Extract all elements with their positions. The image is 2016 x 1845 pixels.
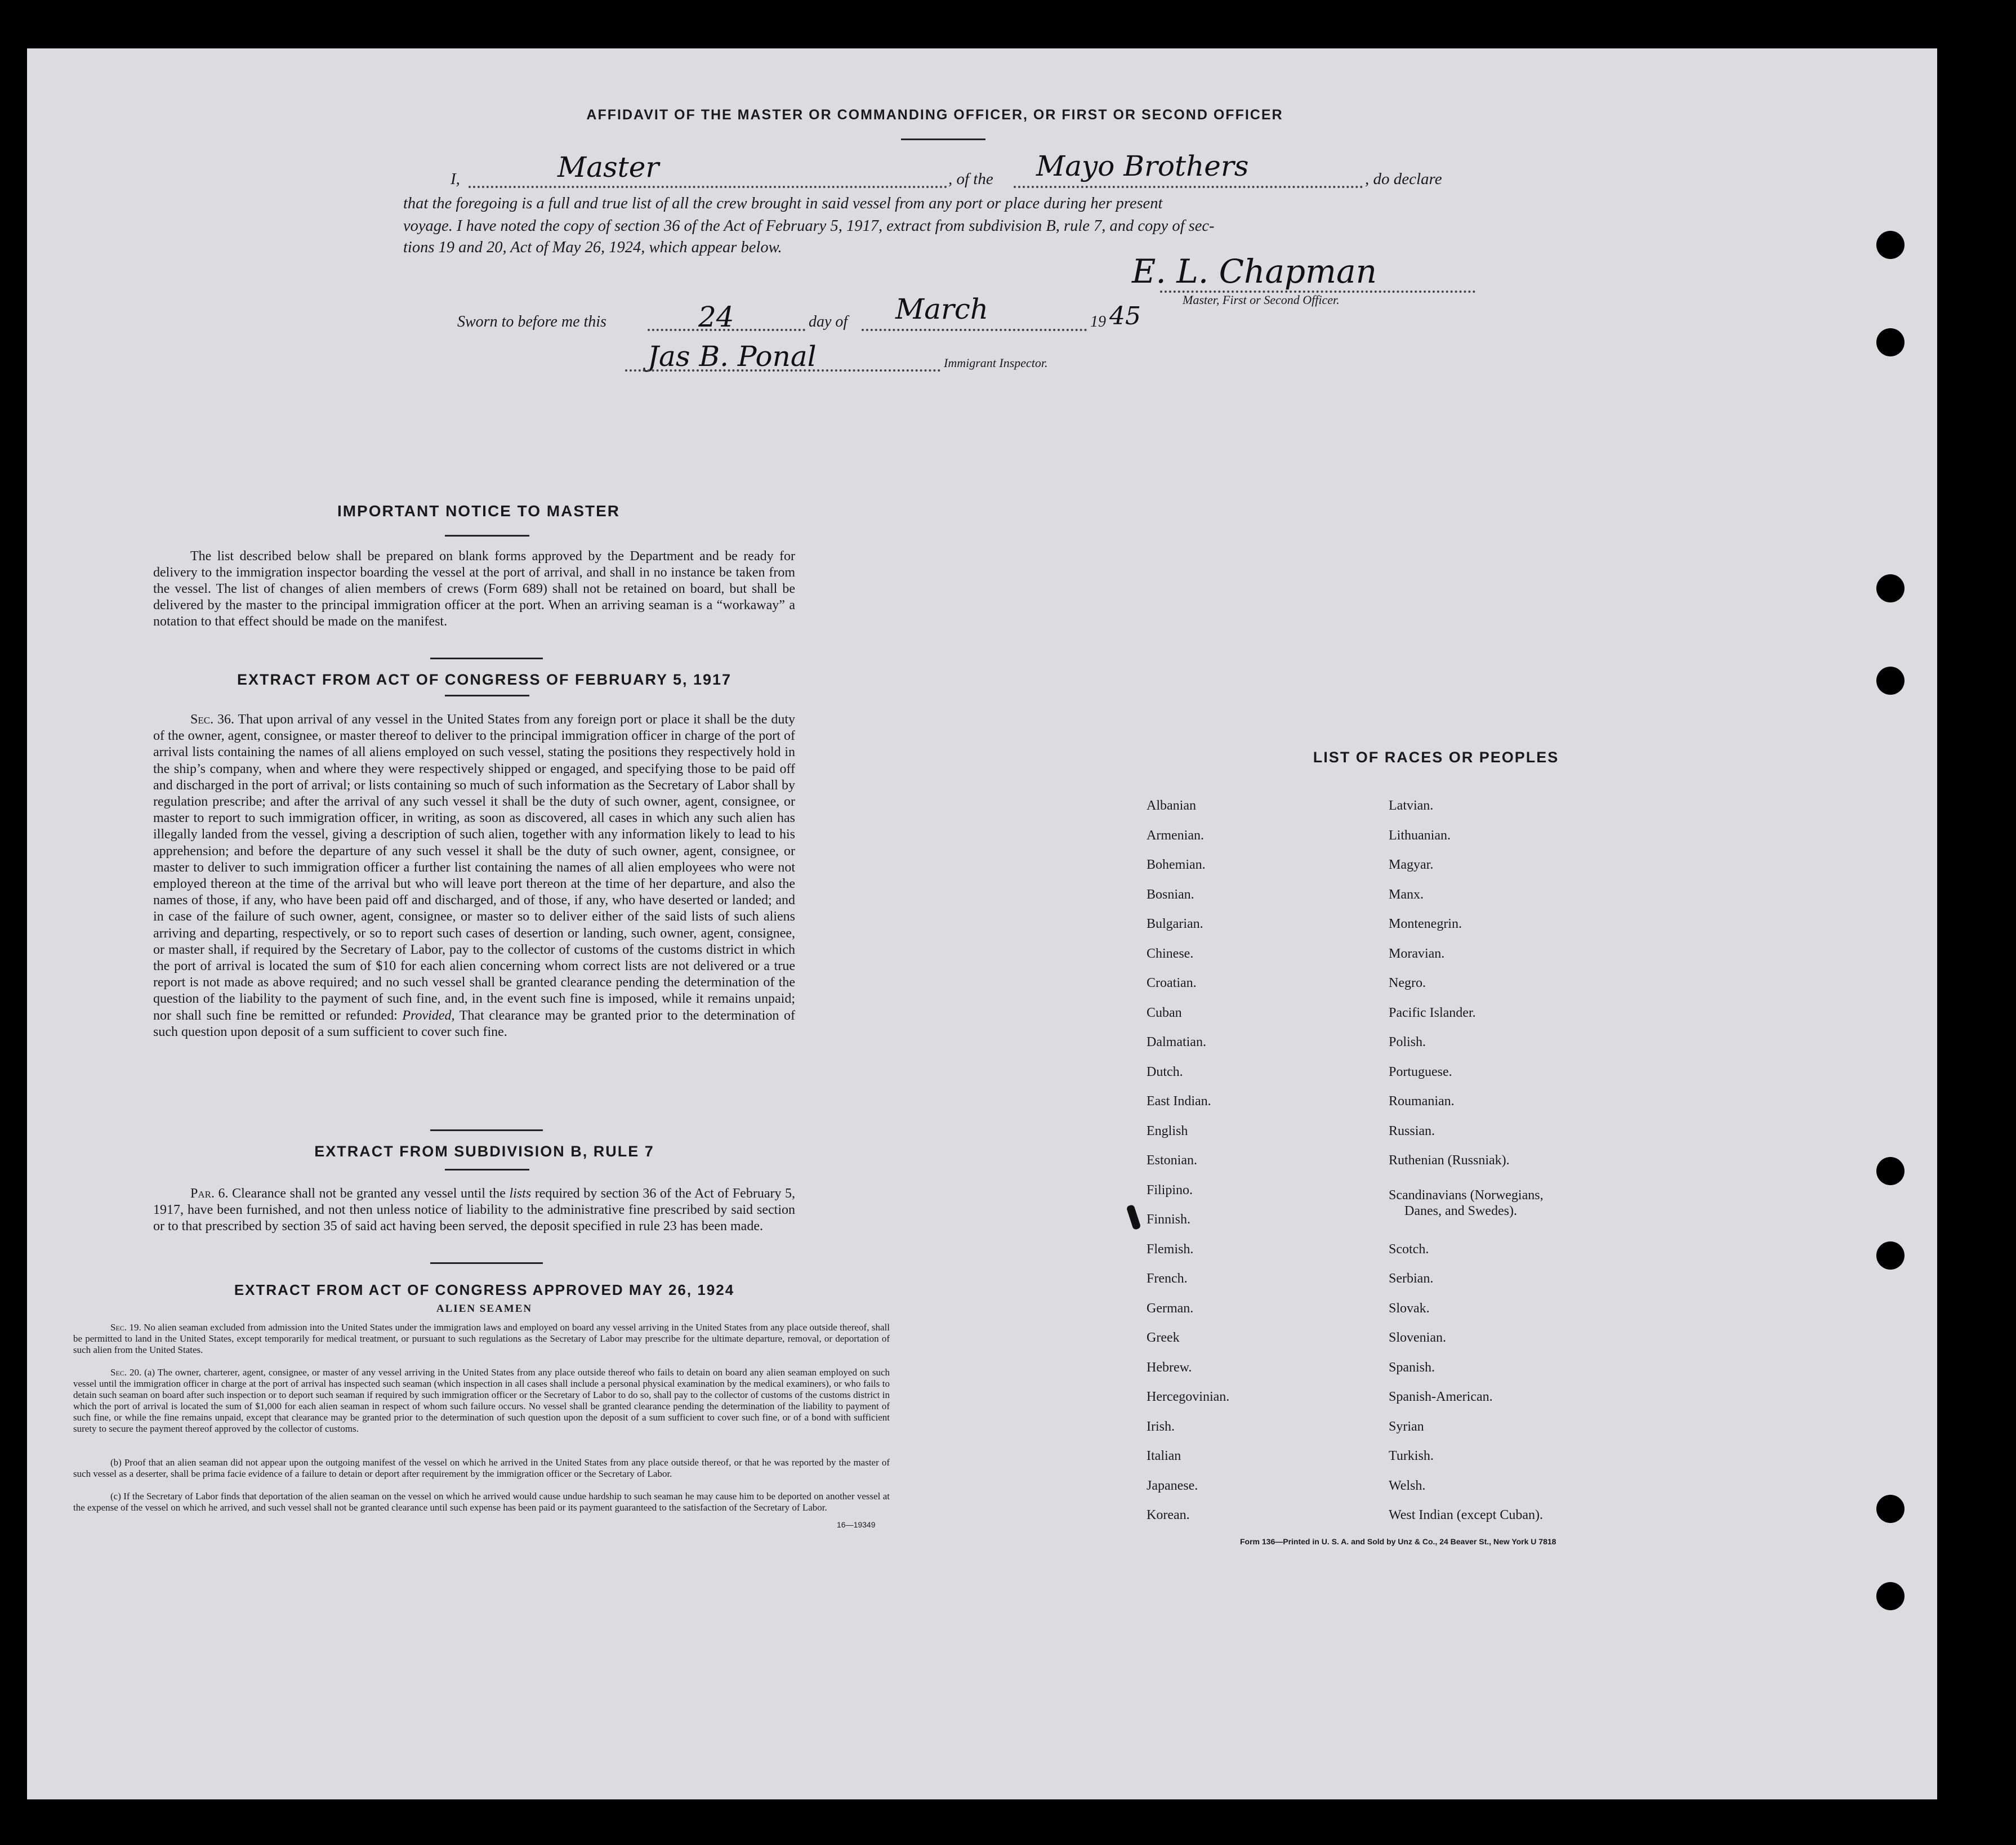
year-prefix: 19: [1090, 313, 1106, 330]
alien-seamen-subtitle: ALIEN SEAMEN: [436, 1303, 533, 1315]
race-item: Bosnian.: [1147, 887, 1194, 902]
inspector-caption: Immigrant Inspector.: [944, 356, 1048, 370]
notice-rule: [445, 535, 529, 537]
race-item: Greek: [1147, 1330, 1180, 1345]
race-item: Armenian.: [1147, 828, 1204, 843]
vessel-line: [1014, 186, 1363, 188]
race-item: Welsh.: [1389, 1478, 1426, 1493]
race-item: Slovak.: [1389, 1301, 1430, 1316]
race-item: Dalmatian.: [1147, 1035, 1206, 1049]
section-20b: (b) Proof that an alien seaman did not appear upon the outgoing manifest of the vessel on which he arrived in the United States from any place outside thereof, or that he was reported by the master of such vessel as a deserter, shall be prima facie evidence of a failure to detain or deport after requirement by the immigration officer or the Secretary of Labor.: [73, 1457, 890, 1479]
race-item: Ruthenian (Russniak).: [1389, 1153, 1510, 1168]
binder-hole: [1876, 1241, 1905, 1270]
race-item: Scandinavians (Norwegians,: [1389, 1188, 1544, 1203]
inspector-line: [625, 369, 940, 372]
affidavit-title: AFFIDAVIT OF THE MASTER OR COMMANDING OFFICER, OR FIRST OR SECOND OFFICER: [586, 107, 1283, 123]
race-item: Hercegovinian.: [1147, 1390, 1230, 1404]
binder-hole: [1876, 1157, 1905, 1185]
race-item: Scotch.: [1389, 1241, 1429, 1257]
inspector-signature: Jas B. Ponal: [648, 340, 817, 373]
do-declare-label: , do declare: [1365, 170, 1442, 188]
affidavit-line-2: that the foregoing is a full and true list of all the crew brought in said vessel from any port or place during her present: [403, 195, 1163, 212]
provided-word: Provided,: [402, 1008, 455, 1023]
notice-bottom-rule: [430, 658, 543, 659]
race-item: Russian.: [1389, 1123, 1435, 1138]
section-19-label: Sec. 19.: [110, 1322, 141, 1333]
section-20a: [73, 1367, 890, 1435]
section-19-text: No alien seaman excluded from admission into the United States under the immigration laws and employed on board any vessel arriving in the United States from any place outside thereof, shall be permitted to land in the United States, except temporarily for medical treatment, or pursuant to such regulations as the Secretary of Labor may prescribe for the ultimate departure, removal, or deportation of such alien from the United States.: [73, 1322, 890, 1355]
race-item: Croatian.: [1147, 976, 1197, 990]
race-item: Italian: [1147, 1449, 1181, 1463]
sworn-day-handwritten: 24: [698, 301, 734, 333]
race-item: Pacific Islander.: [1389, 1005, 1476, 1020]
race-item: Flemish.: [1147, 1241, 1194, 1257]
race-item: Polish.: [1389, 1035, 1426, 1049]
lists-word: lists: [509, 1186, 532, 1201]
race-item: Magyar.: [1389, 857, 1434, 872]
year-handwritten: 45: [1109, 302, 1141, 330]
race-item: West Indian (except Cuban).: [1389, 1508, 1543, 1522]
binder-hole: [1876, 667, 1905, 695]
section-20a-text: (a) The owner, charterer, agent, consignee, or master of any vessel arriving in the United States from any place outside thereof who fails to detain on board any alien seaman employed on such vessel until the immigration officer in charge at the port of arrival has inspected such seaman (which inspection in all cases shall include a personal physical examination by the medical examiners), or who fails to detain such seaman on board after such inspection or to deport such seaman if required by such immigration officer or the Secretary of Labor to do so, shall pay to the collector of customs of the customs district in which the port of arrival is located the sum of $1,000 for each alien seaman in respect of whom such failure occurs. No vessel shall be granted clearance pending the determination of the liability to payment of such fine, or while the fine remains unpaid, except that clearance may be granted prior to the determination of such question upon the deposit of a sum sufficient to cover such fine, or of a bond with sufficient surety to secure the payment thereof approved by the collector of customs.: [73, 1367, 890, 1434]
act-1917-body: [153, 712, 795, 1040]
race-item: Albanian: [1147, 798, 1196, 813]
race-item: Latvian.: [1389, 798, 1434, 813]
race-item: Spanish-American.: [1389, 1390, 1493, 1404]
binder-hole: [1876, 574, 1905, 602]
binder-hole: [1876, 1495, 1905, 1523]
race-item: Portuguese.: [1389, 1064, 1452, 1079]
act-1917-rule: [445, 695, 529, 696]
binder-hole: [1876, 1582, 1905, 1610]
rule7-rule: [445, 1169, 529, 1171]
race-item: Negro.: [1389, 976, 1426, 990]
master-name-handwritten: Master: [557, 151, 659, 184]
act-1917-title: EXTRACT FROM ACT OF CONGRESS OF FEBRUARY 5, 1917: [237, 671, 732, 688]
binder-hole: [1876, 231, 1905, 259]
race-item: Manx.: [1389, 887, 1424, 902]
race-item: Serbian.: [1389, 1271, 1434, 1286]
race-item: Slovenian.: [1389, 1330, 1446, 1345]
act-1917-bottom-rule: [430, 1129, 543, 1131]
month-line: [862, 329, 1087, 331]
race-item: Japanese.: [1147, 1478, 1198, 1493]
form-code: 16—19349: [837, 1520, 876, 1529]
of-the-label: , of the: [948, 170, 993, 188]
race-item: Turkish.: [1389, 1449, 1434, 1463]
sworn-label: Sworn to before me this: [457, 313, 606, 330]
section-36-text: That upon arrival of any vessel in the United States from any foreign port or place it shall be the duty of the owner, agent, consignee, or master thereof to deliver to the principal immigration officer in charge of the port of arrival lists containing the names of all aliens employed on such vessel, stating the positions they respectively hold in the ship’s company, when and where they were respectively shipped or engaged, and specifying those to be paid off and discharged in the port of arrival; or lists containing so much of such information as the Secretary of Labor shall by regulation prescribe; and after the arrival of any such vessel it shall be the duty of such owner, agent, consignee, or master to report to such immigration officer, in writing, as soon as discovered, all cases in which any such alien has illegally landed from the vessel, giving a description of such alien, together with any information likely to lead to his apprehension; and before the departure of any such vessel it shall be the duty of such owner, agent, consignee, or master to deliver to such immigration officer a further list containing the names of all alien employees who were not employed thereon at the time of the arrival but who will leave port thereon at the time of her departure, and also the names of those, if any, who have been paid off and discharged, and of those, if any, who have deserted or landed; and in case of the failure of such owner, agent, consignee, or master so to deliver either of the said lists of such aliens arriving and departing, respectively, or so to report such cases of desertion or landing, such owner, agent, consignee, or master shall, if required by the Secretary of Labor, pay to the collector of customs of the customs district in which the port of arrival is located the sum of $10 for each alien concerning whom correct lists are not delivered or a true report is not made as above required; and no such vessel shall be granted clearance pending the determination of the question of the liability to the payment of such fine, and, in the event such fine is imposed, while it remains unpaid; nor shall such fine be remitted or refunded:: [153, 712, 795, 1023]
race-item: Estonian.: [1147, 1153, 1197, 1168]
affidavit-line-4: tions 19 and 20, Act of May 26, 1924, which appear below.: [403, 239, 782, 256]
affidavit-line-3: voyage. I have noted the copy of section 36 of the Act of February 5, 1917, extract from subdivision B, rule 7, and copy of sec-: [403, 217, 1215, 235]
affidavit-i-label: I,: [451, 170, 460, 188]
race-item: Spanish.: [1389, 1360, 1435, 1375]
master-signature: E. L. Chapman: [1132, 252, 1377, 291]
race-item: German.: [1147, 1301, 1194, 1316]
section-20-label: Sec. 20.: [110, 1367, 142, 1378]
notice-body: The list described below shall be prepared on blank forms approved by the Department and be ready for delivery to the immigration inspector boarding the vessel at the port of arrival, and shall in no instance be taken from the vessel. The list of changes of alien members of crews (Form 689) shall not be retained on board, but shall be delivered by the master to the principal immigration officer at the port. When an arriving seaman is a “workaway” a notation to that effect should be made on the manifest.: [153, 549, 795, 629]
race-item: Montenegrin.: [1389, 917, 1462, 931]
par-6-text-b: required by section 36 of the Act of February 5, 1917, have been furnished, and not then unless notice of liability to the administrative fine prescribed by said section or to that prescribed by section 35 of said act having been served, the deposit specified in rule 23 has been made.: [153, 1186, 796, 1234]
race-item: Filipino.: [1147, 1182, 1193, 1198]
section-20c: (c) If the Secretary of Labor finds that deportation of the alien seaman on the vessel on which he arrived would cause undue hardship to such seaman he may cause him to be deported on another vessel at the expense of the vessel on which he arrived, and such vessel shall not be granted clearance until such expense has been paid or its payment guaranteed to the satisfaction of the Secretary of Labor.: [73, 1491, 890, 1513]
rule7-title: EXTRACT FROM SUBDIVISION B, RULE 7: [314, 1143, 654, 1160]
race-item: Bulgarian.: [1147, 917, 1203, 931]
par-6-text-a: Clearance shall not be granted any vessel until the: [232, 1186, 506, 1201]
rule7-body: [153, 1186, 795, 1235]
race-item: Dutch.: [1147, 1064, 1183, 1079]
race-item: Chinese.: [1147, 946, 1194, 961]
sworn-month-handwritten: March: [895, 293, 989, 325]
race-item-continuation: Danes, and Swedes).: [1404, 1204, 1517, 1218]
rule7-bottom-rule: [430, 1262, 543, 1264]
day-of-label: day of: [809, 313, 848, 330]
race-item: Roumanian.: [1389, 1094, 1455, 1109]
race-item: Bohemian.: [1147, 857, 1206, 872]
form-printer-line: Form 136—Printed in U. S. A. and Sold by Unz & Co., 24 Beaver St., New York U 7818: [1240, 1537, 1556, 1546]
race-item: Lithuanian.: [1389, 828, 1451, 843]
race-item: East Indian.: [1147, 1094, 1211, 1109]
title-rule: [901, 139, 985, 140]
races-title: LIST OF RACES OR PEOPLES: [1313, 749, 1559, 766]
section-36-proviso: That clearance may be granted prior to the determination of such question upon deposit of a sum sufficient to cover such fine.: [153, 1008, 795, 1039]
race-item: Cuban: [1147, 1005, 1182, 1020]
notice-title: IMPORTANT NOTICE TO MASTER: [337, 502, 621, 520]
race-item: Korean.: [1147, 1508, 1190, 1522]
race-item: Syrian: [1389, 1419, 1424, 1434]
binder-hole: [1876, 328, 1905, 356]
race-item: Irish.: [1147, 1419, 1175, 1434]
name-line: [469, 186, 947, 188]
race-item: Finnish.: [1147, 1212, 1191, 1227]
race-item: French.: [1147, 1271, 1188, 1286]
section-36-label: Sec. 36.: [190, 712, 234, 727]
race-item: Moravian.: [1389, 946, 1445, 961]
race-item: English: [1147, 1123, 1188, 1138]
signature-caption: Master, First or Second Officer.: [1183, 293, 1340, 307]
vessel-name-handwritten: Mayo Brothers: [1036, 150, 1249, 182]
par-6-label: Par. 6.: [190, 1186, 229, 1201]
section-19: [73, 1322, 890, 1356]
race-item: Hebrew.: [1147, 1360, 1192, 1375]
act-1924-title: EXTRACT FROM ACT OF CONGRESS APPROVED MAY 26, 1924: [234, 1281, 735, 1298]
